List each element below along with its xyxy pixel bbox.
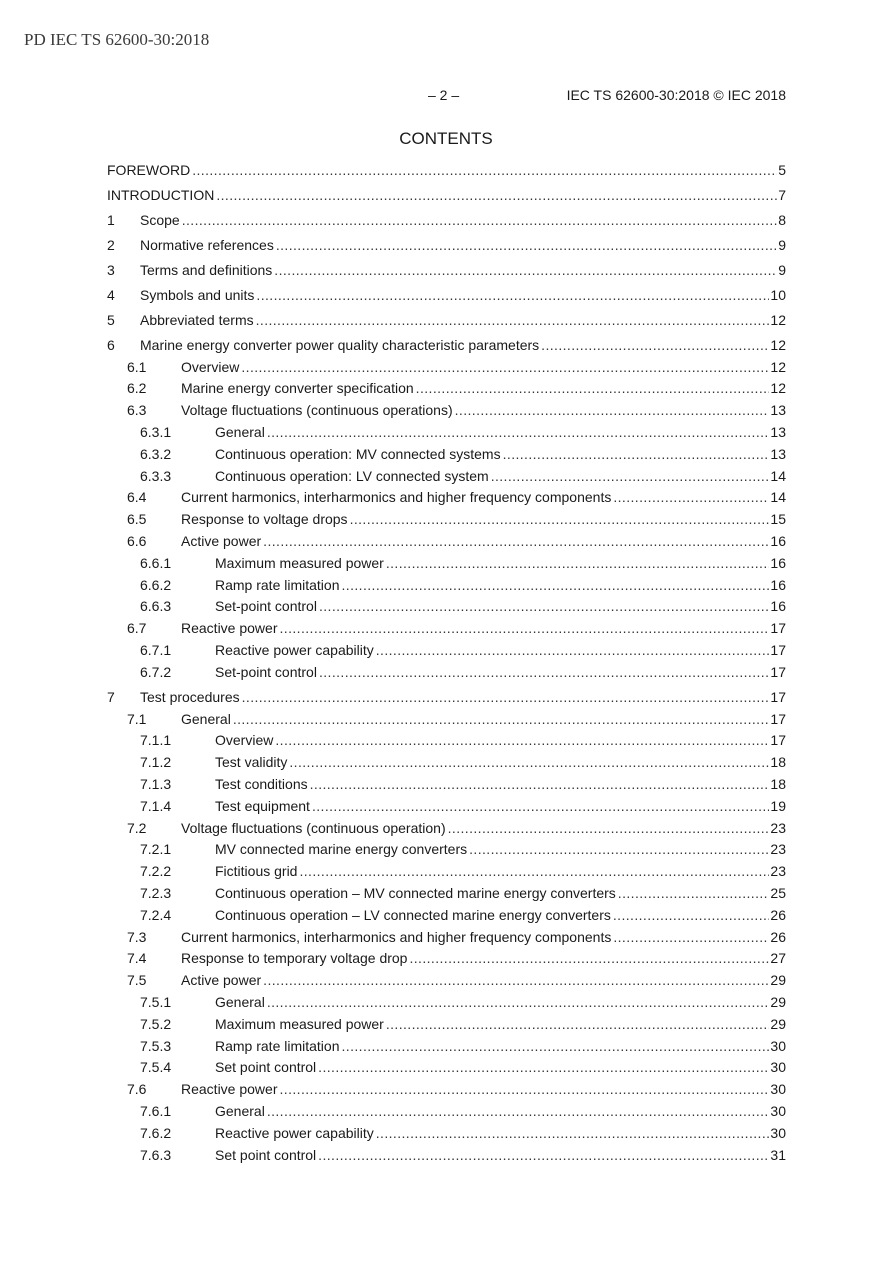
toc-entry[interactable] <box>107 1123 786 1145</box>
dot-leader <box>613 927 769 949</box>
toc-entry-number: 4 <box>107 286 115 303</box>
toc-entry-page: 14 <box>770 467 786 484</box>
toc-entry-number: 7.2.3 <box>140 885 172 901</box>
toc-entry-page: 26 <box>770 906 786 923</box>
toc-entry-page: 30 <box>770 1081 786 1098</box>
dot-leader <box>448 818 770 840</box>
toc-entry-title: Test validity <box>215 754 288 771</box>
toc-entry-title: Voltage fluctuations (continuous operations) <box>181 402 453 419</box>
toc-entry-number: 7.1.1 <box>140 732 172 749</box>
toc-entry-page: 12 <box>770 311 786 328</box>
dot-leader <box>318 1145 769 1167</box>
toc-entry-page: 23 <box>770 819 786 836</box>
toc-entry[interactable] <box>107 948 786 970</box>
toc-entry-page: 15 <box>770 511 786 528</box>
toc-entry-number: 6.3.2 <box>140 445 172 462</box>
toc-entry[interactable] <box>107 378 786 400</box>
toc-entry-number: 7.1 <box>127 710 147 727</box>
toc-entry[interactable] <box>107 400 786 422</box>
toc-entry-title: Terms and definitions <box>140 261 273 278</box>
dot-leader <box>416 378 770 400</box>
toc-entry-page: 8 <box>778 211 786 228</box>
dot-leader <box>350 509 770 531</box>
toc-entry-page: 17 <box>770 710 786 727</box>
toc-entry-number: 6.4 <box>127 489 147 506</box>
toc-entry-number: 6.7.2 <box>140 663 172 680</box>
toc-entry[interactable] <box>107 640 786 662</box>
toc-entry[interactable] <box>107 905 786 927</box>
toc-entry[interactable] <box>107 927 786 949</box>
toc-entry-title: Reactive power capability <box>215 642 374 659</box>
toc-entry[interactable] <box>107 553 786 575</box>
toc-entry-title: Normative references <box>140 236 274 253</box>
dot-leader <box>491 466 770 488</box>
toc-entry-number: 7.1.2 <box>140 754 172 771</box>
toc-entry-page: 14 <box>770 489 786 506</box>
toc-entry-number: 7.1.4 <box>140 797 172 814</box>
toc-entry-page: 29 <box>770 1015 786 1032</box>
toc-entry-number: 7.6 <box>127 1081 147 1098</box>
dot-leader <box>342 575 770 597</box>
table-of-contents <box>107 160 786 1166</box>
toc-entry[interactable] <box>107 861 786 883</box>
toc-entry-page: 9 <box>778 236 786 253</box>
toc-entry[interactable] <box>107 1057 786 1079</box>
toc-entry-number: 7.5.2 <box>140 1015 172 1032</box>
dot-leader <box>613 905 770 927</box>
toc-entry-page: 13 <box>770 424 786 441</box>
toc-entry-page: 30 <box>770 1059 786 1076</box>
dot-leader <box>376 640 770 662</box>
dot-leader <box>618 883 770 905</box>
toc-entry-title: Ramp rate limitation <box>215 576 340 593</box>
toc-entry-title: Continuous operation – LV connected marine energy converters <box>215 906 611 923</box>
dot-leader <box>267 422 770 444</box>
dot-leader <box>267 992 770 1014</box>
toc-entry-number: 6.3.3 <box>140 467 172 484</box>
dot-leader <box>263 531 769 553</box>
dot-leader <box>241 357 769 379</box>
toc-entry-number: 2 <box>107 236 115 253</box>
toc-entry-number: 7.2.1 <box>140 841 172 858</box>
toc-entry[interactable] <box>107 235 786 257</box>
toc-entry-number: 3 <box>107 261 115 278</box>
dot-leader <box>455 400 770 422</box>
dot-leader <box>469 839 769 861</box>
dot-leader <box>182 210 778 232</box>
toc-entry-page: 30 <box>770 1102 786 1119</box>
standard-reference: IEC TS 62600-30:2018 © IEC 2018 <box>566 87 786 103</box>
toc-entry[interactable] <box>107 1036 786 1058</box>
toc-entry-title: Marine energy converter power quality characteristic parameters <box>140 336 540 353</box>
dot-leader <box>233 709 770 731</box>
toc-entry-number: 7.2.2 <box>140 863 172 880</box>
toc-entry-title: Scope <box>140 211 180 228</box>
toc-entry[interactable] <box>107 466 786 488</box>
toc-entry-title: General <box>215 424 265 441</box>
toc-entry-number: 6.6 <box>127 533 147 550</box>
toc-entry-page: 17 <box>770 620 786 637</box>
toc-entry[interactable] <box>107 335 786 357</box>
toc-entry[interactable] <box>107 260 786 282</box>
toc-entry-page: 17 <box>770 732 786 749</box>
toc-entry-title: Current harmonics, interharmonics and higher frequency components <box>181 928 612 945</box>
toc-entry[interactable] <box>107 730 786 752</box>
toc-entry[interactable] <box>107 310 786 332</box>
page-number: – 2 – <box>428 87 460 103</box>
toc-entry-title: Response to voltage drops <box>181 511 348 528</box>
toc-entry-page: 19 <box>770 797 786 814</box>
toc-entry-title: Marine energy converter specification <box>181 380 414 397</box>
toc-entry-number: 7.2 <box>127 819 147 836</box>
toc-entry-number: 5 <box>107 311 115 328</box>
toc-entry[interactable] <box>107 1014 786 1036</box>
toc-entry[interactable] <box>107 575 786 597</box>
toc-entry-title: Active power <box>181 533 262 550</box>
toc-entry[interactable] <box>107 1079 786 1101</box>
toc-entry[interactable] <box>107 1101 786 1123</box>
toc-entry-title: Abbreviated terms <box>140 311 254 328</box>
dot-leader <box>289 752 769 774</box>
dot-leader <box>274 260 777 282</box>
toc-entry-title: Reactive power <box>181 620 278 637</box>
dot-leader <box>299 861 769 883</box>
dot-leader <box>216 185 777 207</box>
toc-entry-title: Symbols and units <box>140 286 255 303</box>
toc-entry-page: 12 <box>770 336 786 353</box>
toc-entry[interactable] <box>107 357 786 379</box>
toc-entry-page: 30 <box>770 1124 786 1141</box>
toc-entry-title: Continuous operation – MV connected marine energy converters <box>215 885 616 901</box>
toc-entry[interactable] <box>107 422 786 444</box>
dot-leader <box>342 1036 770 1058</box>
toc-entry-number: 6.5 <box>127 511 147 528</box>
toc-entry-page: 17 <box>770 663 786 680</box>
dot-leader <box>376 1123 770 1145</box>
toc-entry-title: Reactive power capability <box>215 1124 374 1141</box>
toc-entry-title: General <box>215 993 265 1010</box>
dot-leader <box>242 687 770 709</box>
toc-entry-number: 7.4 <box>127 950 147 967</box>
toc-entry-page: 12 <box>770 380 786 397</box>
toc-entry-page: 10 <box>770 286 786 303</box>
toc-entry-title: Set-point control <box>215 663 317 680</box>
toc-entry-number: 6.3.1 <box>140 424 172 441</box>
toc-entry-page: 17 <box>770 688 786 705</box>
toc-entry-page: 25 <box>770 885 786 901</box>
toc-entry-number: 7.1.3 <box>140 776 172 793</box>
toc-entry-number: 7.6.3 <box>140 1146 172 1163</box>
toc-entry-title: Voltage fluctuations (continuous operation) <box>181 819 446 836</box>
toc-entry-title: FOREWORD <box>107 162 191 178</box>
toc-entry-title: General <box>215 1102 265 1119</box>
toc-entry-number: 6.1 <box>127 358 147 375</box>
toc-entry-number: 6.2 <box>127 380 147 397</box>
dot-leader <box>319 662 769 684</box>
toc-entry[interactable] <box>107 1145 786 1167</box>
toc-entry-number: 6.7.1 <box>140 642 172 659</box>
dot-leader <box>267 1101 770 1123</box>
toc-entry-number: 6.6.3 <box>140 598 172 615</box>
toc-entry-number: 7.2.4 <box>140 906 172 923</box>
dot-leader <box>276 235 777 257</box>
dot-leader <box>256 310 770 332</box>
toc-entry[interactable] <box>107 509 786 531</box>
dot-leader <box>386 1014 770 1036</box>
toc-entry-number: 6.6.1 <box>140 554 172 571</box>
dot-leader <box>318 1057 769 1079</box>
toc-entry-number: 7.5.3 <box>140 1037 172 1054</box>
toc-entry-page: 18 <box>770 754 786 771</box>
toc-entry[interactable] <box>107 160 786 182</box>
toc-entry-number: 6.7 <box>127 620 147 637</box>
toc-entry-number: 7 <box>107 688 115 705</box>
toc-entry-title: Reactive power <box>181 1081 278 1098</box>
toc-entry-title: Overview <box>215 732 274 749</box>
toc-entry[interactable] <box>107 796 786 818</box>
toc-entry-number: 6 <box>107 336 115 353</box>
dot-leader <box>613 487 769 509</box>
toc-entry-title: Test procedures <box>140 688 240 705</box>
toc-entry-title: Active power <box>181 972 262 989</box>
toc-entry-title: General <box>181 710 231 727</box>
toc-entry-number: 7.6.2 <box>140 1124 172 1141</box>
toc-entry[interactable] <box>107 709 786 731</box>
toc-entry-title: Test conditions <box>215 776 308 793</box>
toc-entry[interactable] <box>107 752 786 774</box>
toc-entry[interactable] <box>107 210 786 232</box>
toc-entry-number: 7.5.4 <box>140 1059 172 1076</box>
toc-entry-page: 16 <box>770 576 786 593</box>
dot-leader <box>280 618 770 640</box>
toc-entry-number: 6.3 <box>127 402 147 419</box>
toc-entry-title: Current harmonics, interharmonics and higher frequency components <box>181 489 612 506</box>
toc-entry[interactable] <box>107 992 786 1014</box>
toc-entry[interactable] <box>107 285 786 307</box>
toc-entry[interactable] <box>107 487 786 509</box>
toc-entry-page: 17 <box>770 642 786 659</box>
toc-entry[interactable] <box>107 839 786 861</box>
toc-entry-number: 7.5.1 <box>140 993 172 1010</box>
toc-entry-page: 16 <box>770 554 786 571</box>
toc-entry-title: Maximum measured power <box>215 554 384 571</box>
toc-entry-title: Set point control <box>215 1059 317 1076</box>
contents-title: CONTENTS <box>399 129 493 148</box>
toc-entry-title: Response to temporary voltage drop <box>181 950 408 967</box>
dot-leader <box>319 596 769 618</box>
dot-leader <box>503 444 770 466</box>
toc-entry-page: 16 <box>770 533 786 550</box>
toc-entry[interactable] <box>107 774 786 796</box>
toc-entry[interactable] <box>107 970 786 992</box>
dot-leader <box>256 285 769 307</box>
toc-entry-page: 27 <box>770 950 786 967</box>
toc-entry[interactable] <box>107 185 786 207</box>
toc-entry-number: 7.3 <box>127 928 147 945</box>
toc-entry[interactable] <box>107 596 786 618</box>
toc-entry-page: 12 <box>770 358 786 375</box>
document-id: PD IEC TS 62600-30:2018 <box>24 30 210 49</box>
toc-entry-number: 7.5 <box>127 972 147 989</box>
toc-entry-page: 9 <box>778 261 786 278</box>
dot-leader <box>312 796 769 818</box>
toc-entry-page: 23 <box>770 841 786 858</box>
dot-leader <box>263 970 769 992</box>
dot-leader <box>541 335 769 357</box>
toc-entry-page: 29 <box>770 993 786 1010</box>
toc-entry-page: 23 <box>770 863 786 880</box>
toc-entry[interactable] <box>107 531 786 553</box>
dot-leader <box>275 730 769 752</box>
toc-entry-page: 18 <box>770 776 786 793</box>
toc-entry-title: Set-point control <box>215 598 317 615</box>
toc-entry[interactable] <box>107 662 786 684</box>
toc-entry-title: Fictitious grid <box>215 863 298 880</box>
toc-entry-number: 1 <box>107 211 115 228</box>
toc-entry-page: 5 <box>778 162 786 178</box>
dot-leader <box>280 1079 770 1101</box>
toc-entry-page: 26 <box>770 928 786 945</box>
toc-entry-page: 13 <box>770 445 786 462</box>
toc-entry-number: 6.6.2 <box>140 576 172 593</box>
toc-entry-page: 16 <box>770 598 786 615</box>
dot-leader <box>192 160 777 182</box>
toc-entry-title: Ramp rate limitation <box>215 1037 340 1054</box>
toc-entry[interactable] <box>107 618 786 640</box>
toc-entry-page: 13 <box>770 402 786 419</box>
dot-leader <box>386 553 770 575</box>
toc-entry[interactable] <box>107 818 786 840</box>
toc-entry-number: 7.6.1 <box>140 1102 172 1119</box>
toc-entry-title: Continuous operation: MV connected systems <box>215 445 501 462</box>
toc-entry-title: MV connected marine energy converters <box>215 841 468 858</box>
toc-entry[interactable] <box>107 687 786 709</box>
toc-entry-page: 29 <box>770 972 786 989</box>
toc-entry-title: Overview <box>181 358 240 375</box>
toc-entry[interactable] <box>107 444 786 466</box>
dot-leader <box>409 948 769 970</box>
toc-entry-title: Continuous operation: LV connected system <box>215 467 489 484</box>
toc-entry-title: Test equipment <box>215 797 310 814</box>
toc-entry-page: 7 <box>778 186 786 203</box>
toc-entry-title: Maximum measured power <box>215 1015 384 1032</box>
toc-entry-page: 30 <box>770 1037 786 1054</box>
toc-entry-title: INTRODUCTION <box>107 186 215 203</box>
toc-entry-title: Set point control <box>215 1146 317 1163</box>
toc-entry[interactable] <box>107 883 786 905</box>
dot-leader <box>310 774 770 796</box>
toc-entry-page: 31 <box>770 1146 786 1163</box>
